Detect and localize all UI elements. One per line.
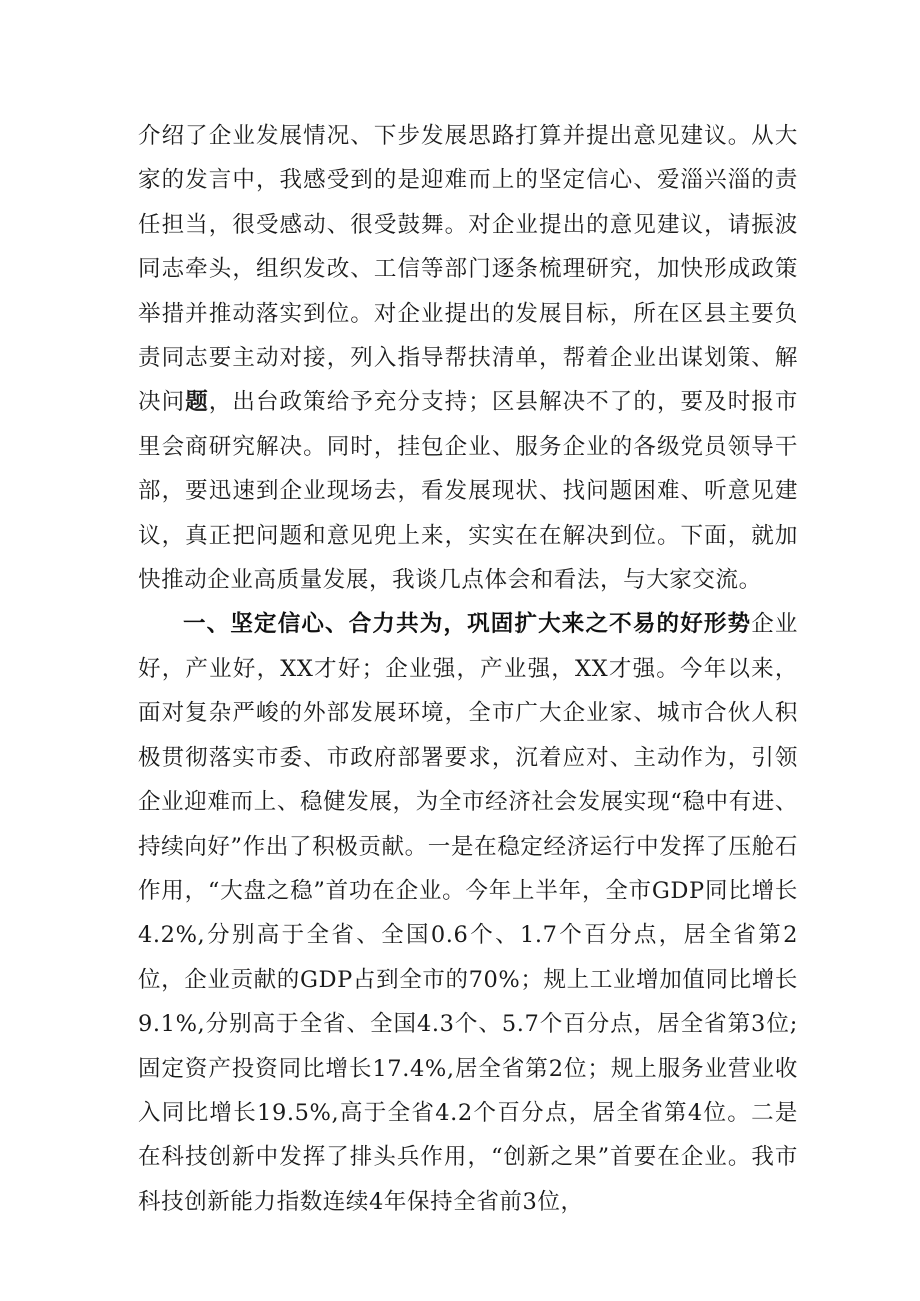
paragraph-text: 企业好，产业好，XX才好；企业强，产业强，XX才强。今年以来，面对复杂严峻的外部发展环境，全市广大企业家、城市合伙人积极贯彻落实市委、市政府部署要求，沉着应对、主动作为，引领企业迎难而上、稳健发展，为全市经济社会发展实现“稳中有进、持续向好”作出了积极贡献。一是在稳定经济运行中发挥了压舱石作用，“大盘之稳”首功在企业。今年上半年，全市GDP同比增长4.2%,分别高于全省、全国0.6个、1.7个百分点，居全省第2位，企业贡献的GDP占到全市的70%；规上工业增加值同比增长9.1%,分别高于全省、全国4.3个、5.7个百分点，居全省第3位;固定资产投资同比增长17.4%,居全省第2位；规上服务业营业收入同比增长19.5%,高于全省4.2个百分点，居全省第4位。二是在科技创新中发挥了排头兵作用，“创新之果”首要在企业。我市科技创新能力指数连续4年保持全省前3位，	[138, 611, 798, 1215]
section-heading: 一、坚定信心、合力共为，巩固扩大来之不易的好形势	[183, 611, 752, 638]
paragraph-continuation	[138, 114, 798, 602]
paragraph-text: ，出台政策给予充分支持；区县解决不了的，要及时报市里会商研究解决。同时，挂包企业、服务企业的各级党员领导干部，要迅速到企业现场去，看发展现状、找问题困难、听意见建议，真正把问题和意见兜上来，实实在在解决到位。下面，就加快推动企业高质量发展，我谈几点体会和看法，与大家交流。	[138, 389, 798, 594]
bold-character: 题	[185, 389, 209, 416]
paragraph-text: 介绍了企业发展情况、下步发展思路打算并提出意见建议。从大家的发言中，我感受到的是迎难而上的坚定信心、爱淄兴淄的责任担当，很受感动、很受鼓舞。对企业提出的意见建议，请振波同志牵头，组织发改、工信等部门逐条梳理研究，加快形成政策举措并推动落实到位。对企业提出的发展目标，所在区县主要负责同志要主动对接，列入指导帮扶清单，帮着企业出谋划策、解决问	[138, 123, 798, 416]
section-paragraph	[138, 602, 798, 1224]
document-body	[138, 114, 798, 1224]
